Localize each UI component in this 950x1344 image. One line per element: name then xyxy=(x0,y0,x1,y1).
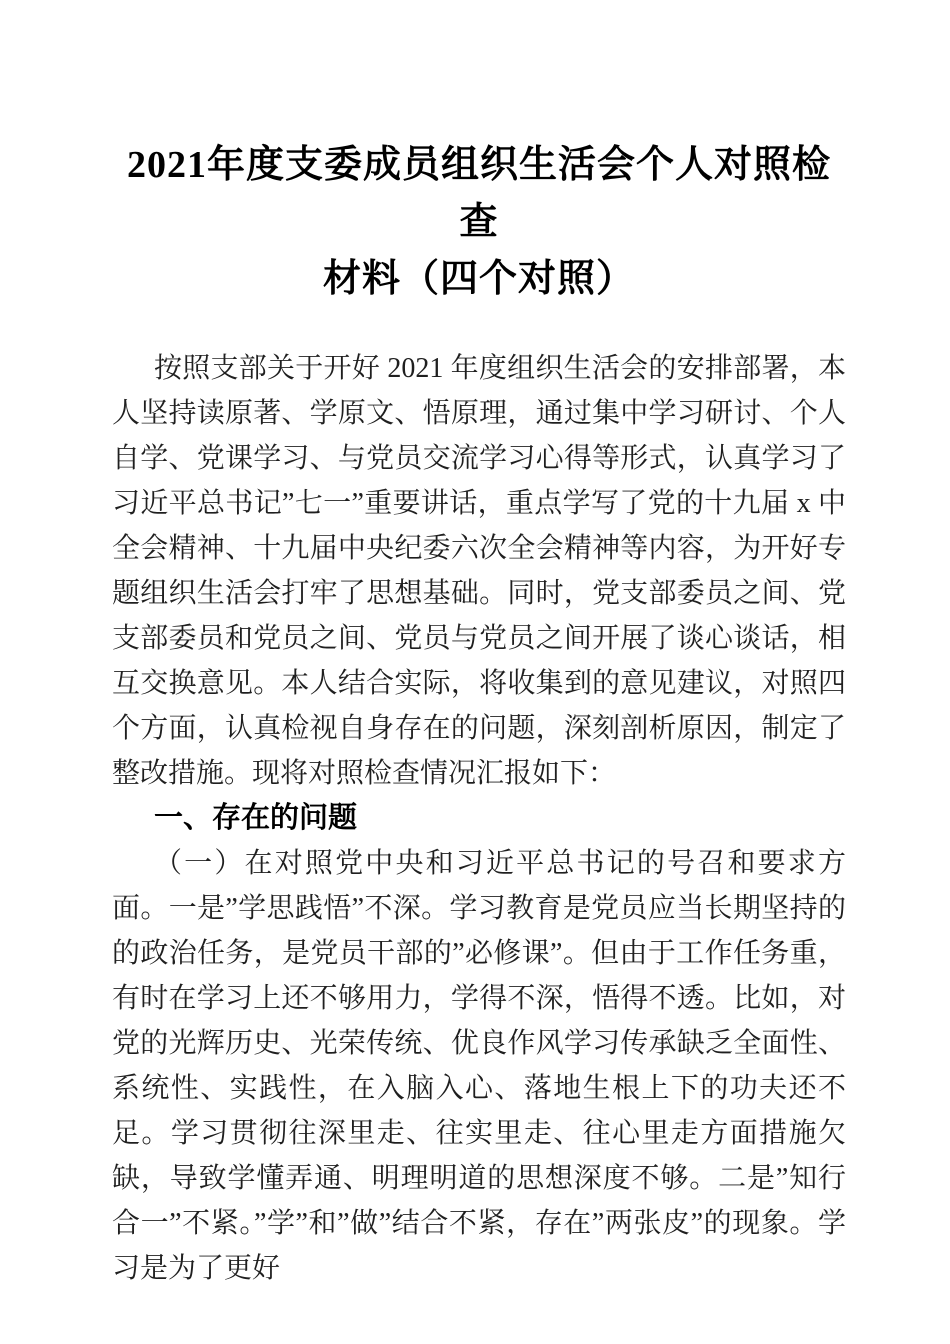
document-title-line-2: 材料（四个对照） xyxy=(322,258,635,300)
paragraph-introduction: 按照支部关于开好 2021 年度组织生活会的安排部署，本人坚持读原著、学原文、悟原理，通过集中学习研讨、个人自学、党课学习、与党员交流学习心得等形式，认真学习了习近平总书记”七一”重要讲话，重点学写了党的十九届 x 中全会精神、十九届中央纪委六次全会精神等内容，为开好专题组织生活会打牢了思想基础。同时，党支部委员之间、党支部委员和党员之间、党员与党员之间开展了谈心谈话，相互交换意见。本人结合实际，将收集到的意见建议，对照四个方面，认真检视自身存在的问题，深刻剖析原因，制定了整改措施。现将对照检查情况汇报如下： xyxy=(112,353,846,789)
paragraph-problem-item-1: （一）在对照党中央和习近平总书记的号召和要求方面。一是”学思践悟”不深。学习教育是党员应当长期坚持的的政治任务，是党员干部的”必修课”。但由于工作任务重，有时在学习上还不够用力，学得不深，悟得不透。比如，对党的光辉历史、光荣传统、优良作风学习传承缺乏全面性、系统性、实践性，在入脑入心、落地生根上下的功夫还不足。学习贯彻往深里走、往实里走、往心里走方面措施欠缺，导致学懂弄通、明理明道的思想深度不够。二是”知行合一”不紧。”学”和”做”结合不紧，存在”两张皮”的现象。学习是为了更好 xyxy=(112,848,846,1284)
document-title xyxy=(112,137,846,308)
document-title-line-1: 2021年度支委成员组织生活会个人对照检查 xyxy=(126,144,831,243)
section-heading-existing-problems: 一、存在的问题 xyxy=(154,802,358,834)
